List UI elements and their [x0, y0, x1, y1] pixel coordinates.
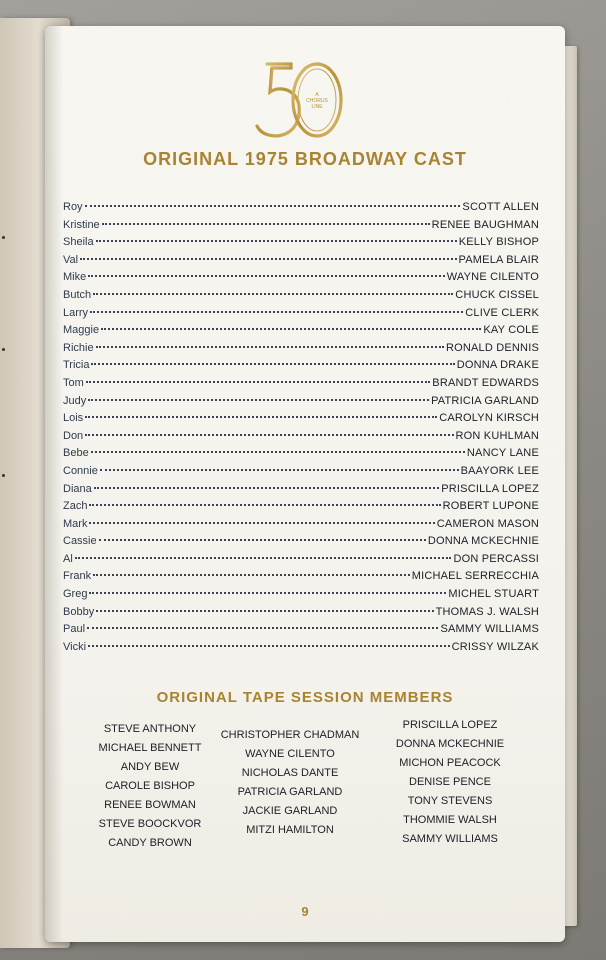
dot-leader [93, 293, 453, 295]
cast-actor: ROBERT LUPONE [442, 500, 539, 513]
cast-row [63, 586, 539, 604]
facing-page-mark [2, 236, 5, 239]
cast-role: Larry [63, 306, 89, 319]
cast-actor: CHUCK CISSEL [455, 288, 539, 301]
cast-role: Bebe [63, 447, 89, 460]
dot-leader [87, 627, 438, 629]
dot-leader [100, 469, 459, 471]
dot-leader [86, 381, 431, 383]
cast-row [63, 393, 539, 411]
cast-actor: RENEE BAUGHMAN [431, 218, 539, 231]
anniversary-50-logo [247, 54, 347, 158]
dot-leader [91, 451, 465, 453]
cast-role: Lois [63, 412, 84, 425]
dot-leader [90, 311, 463, 313]
tape-member: JACKIE GARLAND [242, 805, 338, 817]
dot-leader [75, 557, 452, 559]
cast-role: Bobby [63, 605, 95, 618]
dot-leader [89, 592, 446, 594]
cast-row [63, 287, 539, 305]
cast-role: Roy [63, 201, 83, 213]
tape-member: CHRISTOPHER CHADMAN [220, 729, 360, 741]
cast-role: Greg [63, 588, 88, 601]
tape-member: MITZI HAMILTON [246, 824, 334, 836]
cast-role: Val [63, 253, 79, 266]
cast-role: Mike [63, 271, 87, 284]
cast-role: Tom [63, 376, 84, 389]
cast-actor: CRISSY WILZAK [451, 640, 539, 653]
svg-text:A: A [315, 92, 319, 98]
tape-column-3 [375, 716, 525, 849]
tape-member: MICHAEL BENNETT [98, 742, 202, 754]
tape-member: PRISCILLA LOPEZ [402, 719, 498, 731]
cast-row [63, 375, 539, 393]
tape-member: WAYNE CILENTO [245, 748, 335, 760]
cast-row [63, 252, 539, 270]
cast-role: Don [63, 429, 84, 442]
page-number: 9 [301, 904, 309, 919]
cast-row [63, 568, 539, 586]
tape-member: CAROLE BISHOP [105, 780, 195, 792]
cast-section-title: ORIGINAL 1975 BROADWAY CAST [143, 149, 467, 169]
cast-actor: MICHAEL SERRECCHIA [411, 570, 539, 583]
cast-actor: RON KUHLMAN [455, 429, 539, 442]
cast-role: Mark [63, 517, 88, 530]
cast-role: Butch [63, 288, 92, 301]
tape-column-2 [215, 726, 365, 840]
dot-leader [93, 574, 410, 576]
cast-actor: RONALD DENNIS [445, 341, 539, 354]
cast-row [63, 269, 539, 287]
cast-row [63, 322, 539, 340]
dot-leader [85, 434, 453, 436]
cast-row [63, 217, 539, 235]
tape-member: RENEE BOWMAN [104, 799, 196, 811]
dot-leader [89, 504, 440, 506]
cast-actor: DON PERCASSI [453, 552, 539, 565]
cast-row [63, 639, 539, 657]
cast-actor: NANCY LANE [466, 447, 539, 460]
program-page [45, 26, 565, 942]
cast-actor: SAMMY WILLIAMS [440, 623, 539, 636]
cast-actor: CLIVE CLERK [465, 306, 539, 319]
dot-leader [96, 240, 457, 242]
cast-actor: DONNA DRAKE [456, 359, 539, 372]
dot-leader [80, 258, 456, 260]
dot-leader [88, 275, 445, 277]
svg-text:CHORUS: CHORUS [306, 98, 328, 104]
dot-leader [99, 539, 426, 541]
cast-actor: BRANDT EDWARDS [432, 376, 539, 389]
cast-actor: THOMAS J. WALSH [435, 605, 539, 618]
cast-role: Richie [63, 341, 94, 354]
tape-member: SAMMY WILLIAMS [402, 833, 498, 845]
cast-role: Tricia [63, 359, 90, 372]
cast-actor: BAAYORK LEE [460, 464, 539, 477]
tape-member: PATRICIA GARLAND [237, 786, 343, 798]
tape-section-title: ORIGINAL TAPE SESSION MEMBERS [156, 689, 454, 706]
cast-row [63, 428, 539, 446]
cast-row [63, 533, 539, 551]
cast-actor: KAY COLE [483, 324, 539, 337]
cast-role: Cassie [63, 535, 97, 548]
tape-member: ANDY BEW [120, 761, 180, 773]
cast-actor: PATRICIA GARLAND [431, 394, 539, 407]
tape-member: DENISE PENCE [409, 776, 491, 788]
cast-role: Diana [63, 482, 92, 495]
cast-row [63, 621, 539, 639]
facing-page-mark [2, 348, 5, 351]
cast-role: Frank [63, 570, 92, 583]
cast-actor: PAMELA BLAIR [458, 253, 539, 266]
cast-role: Paul [63, 623, 86, 636]
cast-role: Kristine [63, 218, 100, 231]
tape-member: STEVE BOOCKVOR [98, 818, 202, 830]
cast-row [63, 357, 539, 375]
dot-leader [88, 645, 450, 647]
tape-member: MICHON PEACOCK [399, 757, 501, 769]
dot-leader [94, 487, 439, 489]
tape-member: STEVE ANTHONY [103, 723, 197, 735]
cast-row [63, 604, 539, 622]
tape-member: DONNA MCKECHNIE [395, 738, 505, 750]
dot-leader [89, 522, 434, 524]
cast-list [63, 199, 539, 656]
cast-actor: CAMERON MASON [436, 517, 539, 530]
cast-row [63, 498, 539, 516]
dot-leader [85, 416, 437, 418]
cast-row [63, 516, 539, 534]
cast-row [63, 410, 539, 428]
cast-role: Judy [63, 394, 87, 407]
cast-actor: SCOTT ALLEN [462, 201, 539, 213]
cast-role: Vicki [63, 640, 87, 653]
dot-leader [85, 205, 461, 207]
dot-leader [96, 346, 444, 348]
cast-role: Zach [63, 500, 88, 513]
cast-row [63, 551, 539, 569]
cast-actor: PRISCILLA LOPEZ [441, 482, 539, 495]
tape-member: CANDY BROWN [108, 837, 192, 849]
cast-role: Maggie [63, 324, 100, 337]
dot-leader [88, 399, 429, 401]
cast-actor: WAYNE CILENTO [446, 271, 539, 284]
cast-row [63, 199, 539, 217]
cast-row [63, 234, 539, 252]
cast-row [63, 481, 539, 499]
facing-page-mark [2, 474, 5, 477]
cast-row [63, 445, 539, 463]
cast-role: Connie [63, 464, 98, 477]
cast-role: Sheila [63, 236, 94, 249]
tape-member: THOMMIE WALSH [403, 814, 497, 826]
tape-column-1 [75, 720, 225, 853]
tape-member: NICHOLAS DANTE [241, 767, 339, 779]
cast-row [63, 340, 539, 358]
cast-actor: MICHEL STUART [448, 588, 539, 601]
cast-role: Al [63, 552, 73, 565]
cast-row [63, 305, 539, 323]
tape-member: TONY STEVENS [407, 795, 493, 807]
dot-leader [102, 223, 430, 225]
cast-actor: DONNA MCKECHNIE [427, 535, 539, 548]
cast-actor: KELLY BISHOP [458, 236, 539, 249]
dot-leader [101, 328, 481, 330]
cast-actor: CAROLYN KIRSCH [439, 412, 539, 425]
dot-leader [96, 610, 433, 612]
svg-text:LINE: LINE [311, 104, 323, 110]
dot-leader [91, 363, 454, 365]
cast-row [63, 463, 539, 481]
